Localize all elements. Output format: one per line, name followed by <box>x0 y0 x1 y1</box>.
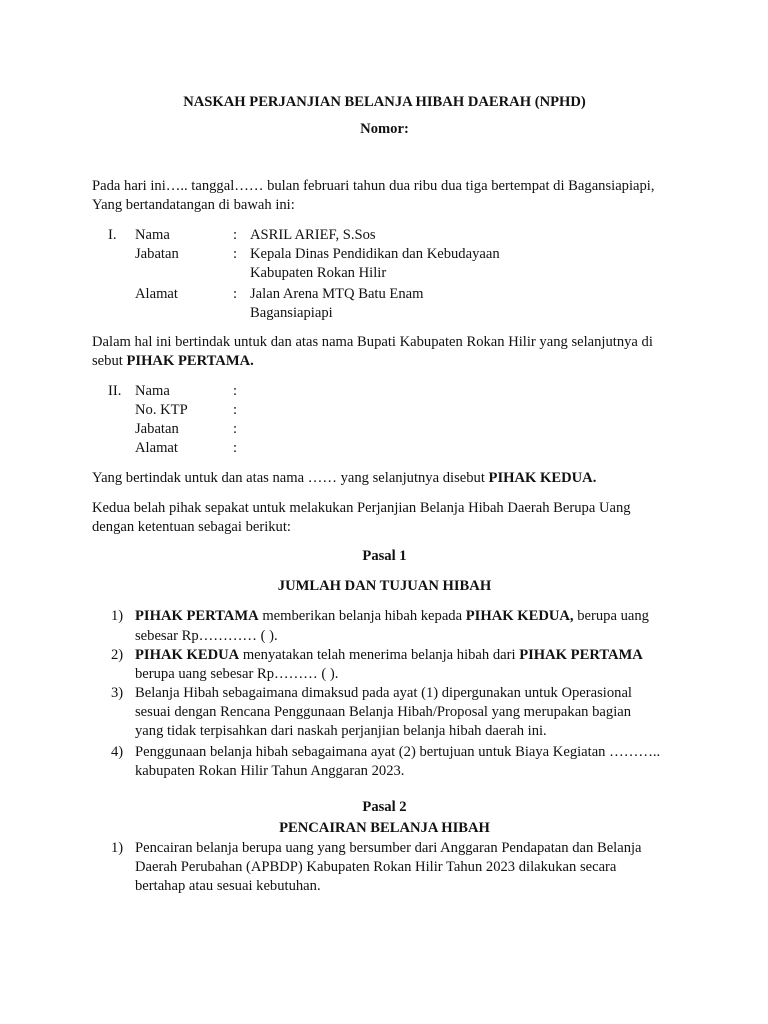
party-two-term: PIHAK KEDUA. <box>488 470 597 486</box>
party-one-jabatan-line-2: Kabupaten Rokan Hilir <box>250 265 387 281</box>
item-text: berupa uang <box>573 608 649 624</box>
party-two-term: PIHAK KEDUA, <box>465 608 574 624</box>
pasal-1-subheading: JUMLAH DAN TUJUAN HIBAH <box>277 578 492 594</box>
pasal-1-item-3-line-3: yang tidak terpisahkan dari naskah perjanjian belanja hibah daerah ini. <box>135 723 547 739</box>
list-number: 1) <box>111 608 124 624</box>
item-text: memberikan belanja hibah kepada <box>258 608 466 624</box>
colon: : <box>233 421 238 437</box>
opening-line-1: Pada hari ini….. tanggal…… bulan februari tahun dua ribu dua tiga bertempat di Bagansiapiapi, <box>92 178 655 194</box>
colon: : <box>233 227 238 243</box>
pasal-2-item-1-line-3: bertahap atau sesuai kebutuhan. <box>135 878 321 894</box>
party-one-roman: I. <box>108 227 117 243</box>
party-one-jabatan-line-1: Kepala Dinas Pendidikan dan Kebudayaan <box>250 246 500 262</box>
party-one-statement-line-2 <box>92 352 254 371</box>
list-number: 2) <box>111 647 124 663</box>
party-one-name-label: Nama <box>135 227 170 243</box>
party-one-term: PIHAK PERTAMA <box>135 608 259 624</box>
nomor-label: Nomor: <box>360 121 409 137</box>
agreement-line-2: dengan ketentuan sebagai berikut: <box>92 519 291 535</box>
party-one-statement-line-1: Dalam hal ini bertindak untuk dan atas nama Bupati Kabupaten Rokan Hilir yang selanjutnya di <box>92 334 653 350</box>
pasal-1-item-3-line-2: sesuai dengan Rencana Penggunaan Belanja Hibah/Proposal yang merupakan bagian <box>135 704 632 720</box>
colon: : <box>233 383 238 399</box>
party-two-jabatan-label: Jabatan <box>135 421 179 437</box>
pasal-1-item-1-line-1 <box>135 607 649 626</box>
party-one-alamat-line-1: Jalan Arena MTQ Batu Enam <box>250 286 424 302</box>
document-title: NASKAH PERJANJIAN BELANJA HIBAH DAERAH (NPHD) <box>183 94 586 110</box>
party-one-alamat-line-2: Bagansiapiapi <box>250 305 333 321</box>
pasal-1-item-4-line-1: Penggunaan belanja hibah sebagaimana ayat (2) bertujuan untuk Biaya Kegiatan ……….. <box>135 744 661 760</box>
party-one-term: PIHAK PERTAMA <box>519 647 643 663</box>
statement-text: sebut <box>92 353 127 369</box>
opening-line-2: Yang bertandatangan di bawah ini: <box>92 197 295 213</box>
colon: : <box>233 440 238 456</box>
party-one-term: PIHAK PERTAMA. <box>126 353 254 369</box>
colon: : <box>233 286 238 302</box>
pasal-1-item-3-line-1: Belanja Hibah sebagaimana dimaksud pada ayat (1) dipergunakan untuk Operasional <box>135 685 632 701</box>
pasal-1-heading: Pasal 1 <box>362 548 407 564</box>
item-text: menyatakan telah menerima belanja hibah dari <box>239 647 520 663</box>
pasal-2-subheading: PENCAIRAN BELANJA HIBAH <box>279 820 490 836</box>
colon: : <box>233 246 238 262</box>
statement-text: Yang bertindak untuk dan atas nama …… yang selanjutnya disebut <box>92 470 489 486</box>
party-two-roman: II. <box>108 383 122 399</box>
party-two-alamat-label: Alamat <box>135 440 178 456</box>
pasal-2-item-1-line-1: Pencairan belanja berupa uang yang bersumber dari Anggaran Pendapatan dan Belanja <box>135 840 642 856</box>
list-number: 4) <box>111 744 124 760</box>
pasal-2-heading: Pasal 2 <box>362 799 407 815</box>
party-two-name-label: Nama <box>135 383 170 399</box>
list-number: 1) <box>111 840 124 856</box>
pasal-1-item-2-line-1 <box>135 646 643 665</box>
party-one-jabatan-label: Jabatan <box>135 246 179 262</box>
pasal-1-item-1-line-2: sebesar Rp………… ( ). <box>135 628 278 644</box>
pasal-1-item-4-line-2: kabupaten Rokan Hilir Tahun Anggaran 2023. <box>135 763 405 779</box>
party-two-ktp-label: No. KTP <box>135 402 188 418</box>
agreement-line-1: Kedua belah pihak sepakat untuk melakukan Perjanjian Belanja Hibah Daerah Berupa Uang <box>92 500 631 516</box>
party-two-term: PIHAK KEDUA <box>135 647 240 663</box>
party-one-name-value: ASRIL ARIEF, S.Sos <box>250 227 376 243</box>
party-two-statement <box>92 469 596 488</box>
party-one-alamat-label: Alamat <box>135 286 178 302</box>
colon: : <box>233 402 238 418</box>
pasal-2-item-1-line-2: Daerah Perubahan (APBDP) Kabupaten Rokan Hilir Tahun 2023 dilakukan secara <box>135 859 617 875</box>
pasal-1-item-2-line-2: berupa uang sebesar Rp……… ( ). <box>135 666 339 682</box>
list-number: 3) <box>111 685 124 701</box>
